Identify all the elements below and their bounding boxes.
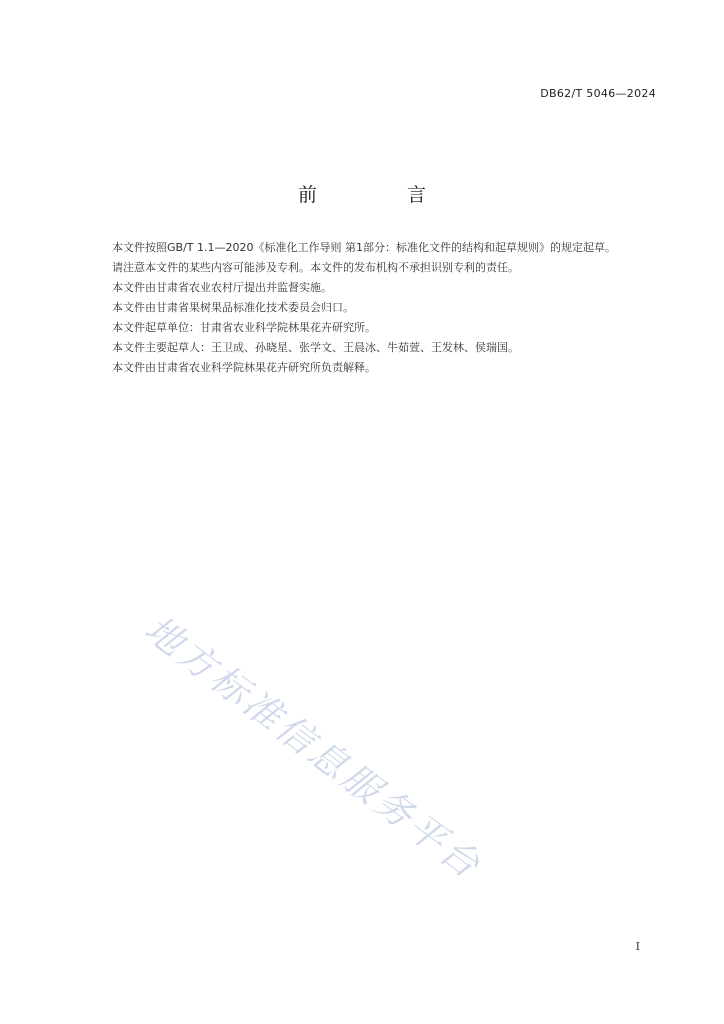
foreword-body bbox=[88, 238, 658, 378]
paragraph-interpretation: 本文件由甘肃省农业科学院林果花卉研究所负责解释。 bbox=[112, 361, 376, 374]
watermark-text: 地方标准信息服务平台 bbox=[136, 607, 491, 889]
page-number: I bbox=[635, 940, 640, 953]
document-code: DB62/T 5046—2024 bbox=[540, 87, 656, 100]
paragraph-drafting-unit: 本文件起草单位：甘肃省农业科学院林果花卉研究所。 bbox=[112, 321, 376, 334]
page-title: 前 言 bbox=[297, 184, 469, 206]
paragraph-proposer: 本文件由甘肃省农业农村厅提出并监督实施。 bbox=[112, 281, 332, 294]
paragraph-patent-notice: 请注意本文件的某些内容可能涉及专利。本文件的发布机构不承担识别专利的责任。 bbox=[112, 261, 519, 274]
paragraph-drafting-rules: 本文件按照GB/T 1.1—2020《标准化工作导则 第1部分：标准化文件的结构和起草规则》的规定起草。 bbox=[112, 241, 616, 254]
paragraph-drafters: 本文件主要起草人：王卫成、孙晓星、张学文、王晨冰、牛茹萱、王发林、侯瑞国。 bbox=[112, 341, 519, 354]
paragraph-committee: 本文件由甘肃省果树果品标准化技术委员会归口。 bbox=[112, 301, 354, 314]
